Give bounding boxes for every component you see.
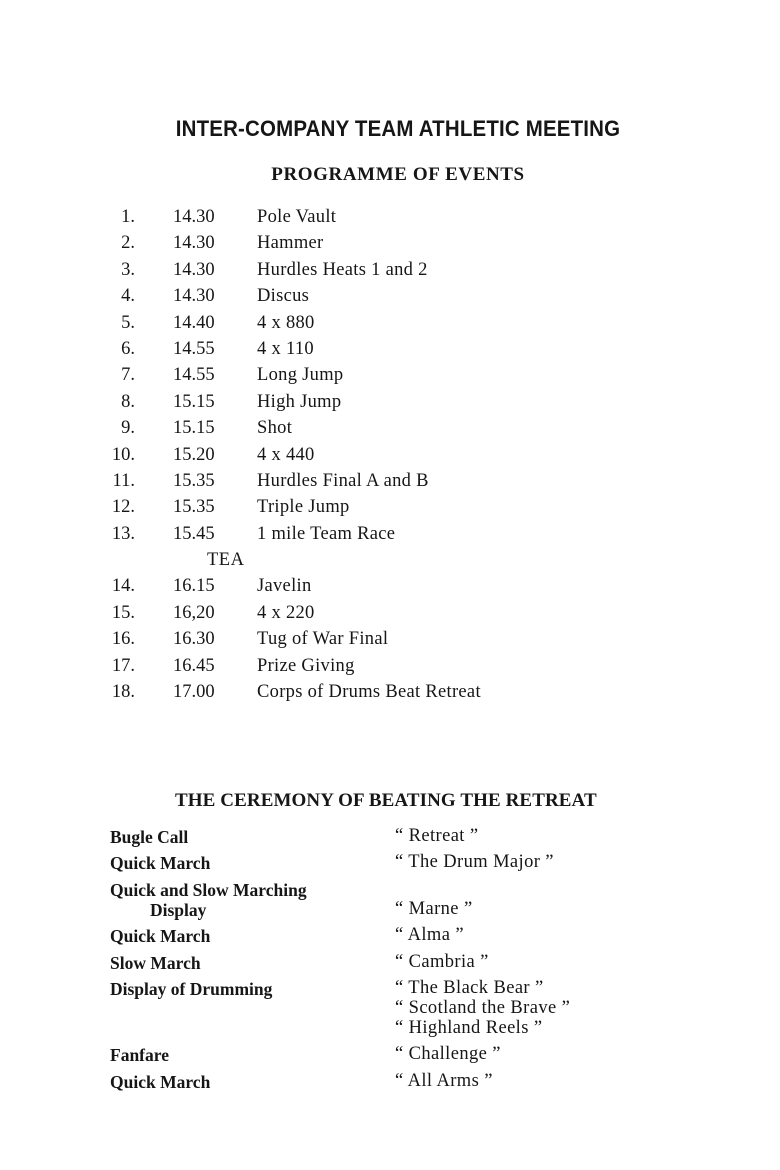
event-row bbox=[108, 494, 668, 520]
event-number: 12. bbox=[111, 497, 135, 518]
event-number: 11. bbox=[112, 470, 135, 491]
event-time: 14.55 bbox=[173, 338, 215, 359]
event-number: 4. bbox=[121, 286, 135, 307]
event-number: 6. bbox=[121, 338, 135, 359]
ceremony-item-label: Bugle Call bbox=[110, 827, 189, 847]
event-number: 7. bbox=[121, 365, 135, 386]
event-name: 4 x 440 bbox=[257, 444, 315, 465]
event-time: 16.15 bbox=[173, 576, 215, 597]
ceremony-item-label: Quick March bbox=[110, 1072, 211, 1092]
event-time: 16,20 bbox=[173, 602, 215, 623]
tea-break-row bbox=[108, 547, 668, 573]
ceremony-item-label: Fanfare bbox=[110, 1045, 169, 1065]
event-time: 14.55 bbox=[173, 365, 215, 386]
ceremony-item-label: Quick March bbox=[110, 926, 211, 946]
event-name: Triple Jump bbox=[257, 497, 350, 518]
event-time: 15.35 bbox=[173, 470, 215, 491]
ceremony-tune: “ Marne ” bbox=[395, 899, 473, 919]
ceremony-tune: “ Alma ” bbox=[395, 925, 464, 945]
ceremony-tune: “ All Arms ” bbox=[395, 1071, 493, 1091]
event-row bbox=[108, 336, 668, 362]
event-name: Pole Vault bbox=[257, 207, 337, 227]
ceremony-item-label: Display of Drumming bbox=[110, 979, 273, 999]
event-row bbox=[108, 521, 668, 547]
event-name: Hurdles Final A and B bbox=[257, 470, 429, 491]
event-row bbox=[108, 362, 668, 388]
event-name: Prize Giving bbox=[257, 655, 355, 676]
ceremony-tune: “ Cambria ” bbox=[395, 952, 489, 972]
event-number: 18. bbox=[111, 682, 135, 703]
event-name: High Jump bbox=[257, 391, 342, 412]
event-row bbox=[108, 626, 668, 652]
event-name: Hammer bbox=[257, 233, 324, 254]
event-number: 3. bbox=[121, 259, 135, 280]
event-name: 4 x 110 bbox=[257, 338, 314, 359]
event-time: 15.45 bbox=[173, 523, 215, 544]
ceremony-tune: “ Highland Reels ” bbox=[395, 1018, 543, 1038]
tea-break-label: TEA bbox=[207, 550, 245, 571]
event-row bbox=[108, 310, 668, 336]
event-row bbox=[108, 468, 668, 494]
event-row bbox=[108, 230, 668, 256]
event-time: 15.15 bbox=[173, 391, 215, 412]
event-number: 9. bbox=[121, 418, 135, 439]
event-row bbox=[108, 653, 668, 679]
event-name: Tug of War Final bbox=[257, 629, 389, 650]
programme-subtitle: PROGRAMME OF EVENTS bbox=[271, 164, 525, 185]
event-number: 1. bbox=[121, 207, 135, 227]
event-time: 17.00 bbox=[173, 682, 215, 703]
event-name: 4 x 220 bbox=[257, 602, 315, 623]
event-time: 14.30 bbox=[173, 207, 215, 227]
ceremony-tune: “ The Black Bear ” bbox=[395, 978, 544, 998]
page-title: INTER-COMPANY TEAM ATHLETIC MEETING bbox=[175, 116, 621, 141]
ceremony-tune: “ Scotland the Brave ” bbox=[395, 998, 571, 1018]
event-name: Shot bbox=[257, 418, 293, 439]
event-number: 16. bbox=[111, 629, 135, 650]
event-row bbox=[108, 600, 668, 626]
event-time: 16.45 bbox=[173, 655, 215, 676]
event-row bbox=[108, 257, 668, 283]
event-number: 14. bbox=[111, 576, 135, 597]
event-row bbox=[108, 389, 668, 415]
event-number: 8. bbox=[121, 391, 135, 412]
event-row bbox=[108, 442, 668, 468]
event-name: Corps of Drums Beat Retreat bbox=[257, 682, 481, 703]
event-time: 14.30 bbox=[173, 286, 215, 307]
event-row bbox=[108, 679, 668, 705]
events-list bbox=[108, 204, 668, 705]
ceremony-tune: “ Challenge ” bbox=[395, 1044, 501, 1064]
ceremony-item-label: Slow March bbox=[110, 953, 201, 973]
event-row bbox=[108, 283, 668, 309]
event-time: 14.30 bbox=[173, 233, 215, 254]
event-time: 14.40 bbox=[173, 312, 215, 333]
ceremony-title: THE CEREMONY OF BEATING THE RETREAT bbox=[175, 790, 597, 811]
event-name: 4 x 880 bbox=[257, 312, 315, 333]
event-number: 13. bbox=[111, 523, 135, 544]
event-time: 15.15 bbox=[173, 418, 215, 439]
ceremony-tune: “ Retreat ” bbox=[395, 826, 479, 846]
ceremony-item-label bbox=[110, 880, 307, 920]
event-number: 2. bbox=[121, 233, 135, 254]
event-name: Hurdles Heats 1 and 2 bbox=[257, 259, 428, 280]
event-name: 1 mile Team Race bbox=[257, 523, 396, 544]
event-name: Long Jump bbox=[257, 365, 344, 386]
event-number: 5. bbox=[121, 312, 135, 333]
event-time: 15.20 bbox=[173, 444, 215, 465]
event-time: 16.30 bbox=[173, 629, 215, 650]
event-name: Discus bbox=[257, 286, 310, 307]
event-row bbox=[108, 573, 668, 599]
event-number: 10. bbox=[111, 444, 135, 465]
event-number: 17. bbox=[111, 655, 135, 676]
event-number: 15. bbox=[111, 602, 135, 623]
event-time: 15.35 bbox=[173, 497, 215, 518]
ceremony-item-label: Quick March bbox=[110, 853, 211, 873]
event-row bbox=[108, 204, 668, 230]
event-name: Javelin bbox=[257, 576, 312, 597]
ceremony-item-label-line2: Display bbox=[150, 900, 207, 920]
event-row bbox=[108, 415, 668, 441]
event-time: 14.30 bbox=[173, 259, 215, 280]
ceremony-item-label-line1: Quick and Slow Marching bbox=[110, 880, 307, 900]
ceremony-tune: “ The Drum Major ” bbox=[395, 852, 554, 872]
